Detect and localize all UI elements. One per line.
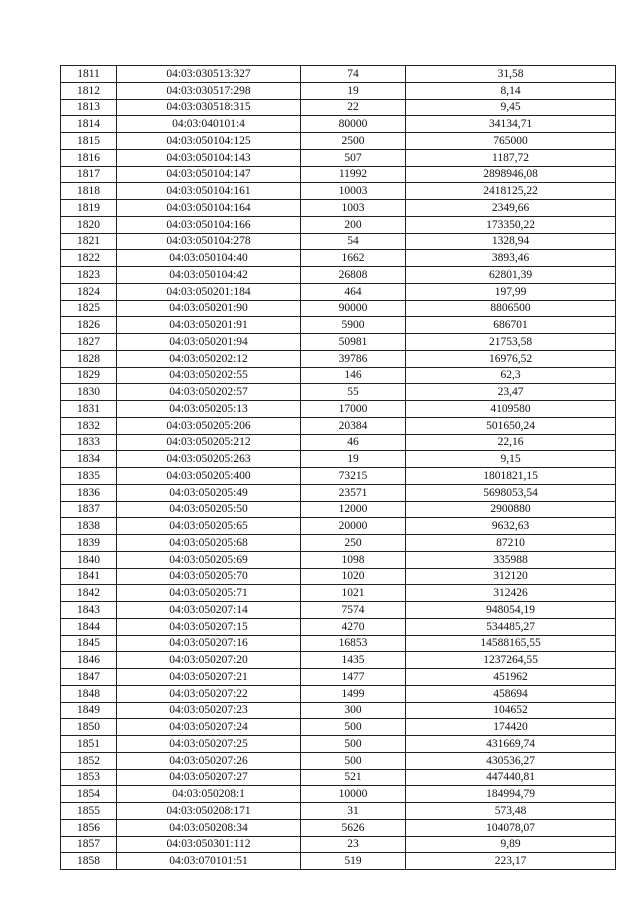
row-number-cell: 1819 [61, 200, 117, 217]
cadastral-number-cell: 04:03:050205:212 [117, 434, 301, 451]
value-cell: 9,45 [406, 99, 616, 116]
value-cell: 104652 [406, 702, 616, 719]
value-cell: 34134,71 [406, 116, 616, 133]
table-row [61, 334, 616, 351]
cadastral-number-cell: 04:03:050201:91 [117, 317, 301, 334]
area-cell: 54 [301, 233, 406, 250]
cadastral-number-cell: 04:03:050104:42 [117, 267, 301, 284]
table-row [61, 216, 616, 233]
cadastral-number-cell: 04:03:050205:50 [117, 501, 301, 518]
area-cell: 146 [301, 367, 406, 384]
value-cell: 534485,27 [406, 618, 616, 635]
value-cell: 335988 [406, 551, 616, 568]
area-cell: 500 [301, 736, 406, 753]
table-row [61, 434, 616, 451]
value-cell: 173350,22 [406, 216, 616, 233]
table-row [61, 82, 616, 99]
cadastral-number-cell: 04:03:050207:14 [117, 602, 301, 619]
table-row [61, 300, 616, 317]
cadastral-number-cell: 04:03:040101:4 [117, 116, 301, 133]
row-number-cell: 1830 [61, 384, 117, 401]
table-row [61, 585, 616, 602]
value-cell: 430536,27 [406, 752, 616, 769]
cadastral-number-cell: 04:03:050201:90 [117, 300, 301, 317]
cadastral-number-cell: 04:03:050208:1 [117, 786, 301, 803]
area-cell: 55 [301, 384, 406, 401]
row-number-cell: 1812 [61, 82, 117, 99]
area-cell: 1098 [301, 551, 406, 568]
area-cell: 1020 [301, 568, 406, 585]
row-number-cell: 1851 [61, 736, 117, 753]
row-number-cell: 1814 [61, 116, 117, 133]
area-cell: 10000 [301, 786, 406, 803]
row-number-cell: 1815 [61, 133, 117, 150]
row-number-cell: 1835 [61, 468, 117, 485]
value-cell: 2900880 [406, 501, 616, 518]
value-cell: 8806500 [406, 300, 616, 317]
row-number-cell: 1843 [61, 602, 117, 619]
cadastral-number-cell: 04:03:050201:184 [117, 283, 301, 300]
cadastral-number-cell: 04:03:050208:171 [117, 803, 301, 820]
value-cell: 2349,66 [406, 200, 616, 217]
area-cell: 22 [301, 99, 406, 116]
table-row [61, 200, 616, 217]
cadastral-number-cell: 04:03:050207:23 [117, 702, 301, 719]
table-row [61, 702, 616, 719]
row-number-cell: 1845 [61, 635, 117, 652]
table-row [61, 719, 616, 736]
value-cell: 21753,58 [406, 334, 616, 351]
cadastral-number-cell: 04:03:050205:400 [117, 468, 301, 485]
value-cell: 9632,63 [406, 518, 616, 535]
area-cell: 73215 [301, 468, 406, 485]
cadastral-number-cell: 04:03:030518:315 [117, 99, 301, 116]
table-row [61, 267, 616, 284]
value-cell: 2418125,22 [406, 183, 616, 200]
value-cell: 431669,74 [406, 736, 616, 753]
cadastral-number-cell: 04:03:050205:206 [117, 417, 301, 434]
table-row [61, 484, 616, 501]
area-cell: 26808 [301, 267, 406, 284]
cadastral-number-cell: 04:03:050207:20 [117, 652, 301, 669]
value-cell: 686701 [406, 317, 616, 334]
value-cell: 9,15 [406, 451, 616, 468]
cadastral-number-cell: 04:03:050207:25 [117, 736, 301, 753]
value-cell: 197,99 [406, 283, 616, 300]
table-row [61, 535, 616, 552]
cadastral-number-cell: 04:03:050207:21 [117, 669, 301, 686]
row-number-cell: 1847 [61, 669, 117, 686]
table-row [61, 166, 616, 183]
table-row [61, 367, 616, 384]
table-row [61, 752, 616, 769]
row-number-cell: 1834 [61, 451, 117, 468]
cadastral-number-cell: 04:03:050202:12 [117, 350, 301, 367]
table-row [61, 518, 616, 535]
value-cell: 31,58 [406, 66, 616, 83]
value-cell: 184994,79 [406, 786, 616, 803]
area-cell: 4270 [301, 618, 406, 635]
value-cell: 174420 [406, 719, 616, 736]
cadastral-number-cell: 04:03:050207:27 [117, 769, 301, 786]
area-cell: 10003 [301, 183, 406, 200]
cadastral-number-cell: 04:03:070101:51 [117, 853, 301, 870]
row-number-cell: 1824 [61, 283, 117, 300]
value-cell: 5698053,54 [406, 484, 616, 501]
cadastral-number-cell: 04:03:050205:71 [117, 585, 301, 602]
row-number-cell: 1818 [61, 183, 117, 200]
area-cell: 17000 [301, 401, 406, 418]
value-cell: 501650,24 [406, 417, 616, 434]
area-cell: 11992 [301, 166, 406, 183]
value-cell: 573,48 [406, 803, 616, 820]
table-row [61, 769, 616, 786]
row-number-cell: 1855 [61, 803, 117, 820]
value-cell: 458694 [406, 685, 616, 702]
table-row [61, 568, 616, 585]
area-cell: 50981 [301, 334, 406, 351]
row-number-cell: 1836 [61, 484, 117, 501]
area-cell: 2500 [301, 133, 406, 150]
area-cell: 507 [301, 149, 406, 166]
row-number-cell: 1849 [61, 702, 117, 719]
row-number-cell: 1821 [61, 233, 117, 250]
land-plot-table [60, 65, 616, 870]
cadastral-number-cell: 04:03:050104:166 [117, 216, 301, 233]
area-cell: 250 [301, 535, 406, 552]
cadastral-number-cell: 04:03:050202:55 [117, 367, 301, 384]
cadastral-number-cell: 04:03:050205:65 [117, 518, 301, 535]
cadastral-number-cell: 04:03:050207:16 [117, 635, 301, 652]
table-row [61, 451, 616, 468]
value-cell: 87210 [406, 535, 616, 552]
area-cell: 31 [301, 803, 406, 820]
row-number-cell: 1839 [61, 535, 117, 552]
row-number-cell: 1832 [61, 417, 117, 434]
value-cell: 223,17 [406, 853, 616, 870]
row-number-cell: 1823 [61, 267, 117, 284]
table-row [61, 183, 616, 200]
row-number-cell: 1840 [61, 551, 117, 568]
table-row [61, 116, 616, 133]
table-row [61, 501, 616, 518]
cadastral-number-cell: 04:03:050207:24 [117, 719, 301, 736]
area-cell: 46 [301, 434, 406, 451]
value-cell: 14588165,55 [406, 635, 616, 652]
row-number-cell: 1854 [61, 786, 117, 803]
cadastral-number-cell: 04:03:050104:161 [117, 183, 301, 200]
value-cell: 1801821,15 [406, 468, 616, 485]
row-number-cell: 1827 [61, 334, 117, 351]
row-number-cell: 1853 [61, 769, 117, 786]
value-cell: 16976,52 [406, 350, 616, 367]
area-cell: 19 [301, 82, 406, 99]
row-number-cell: 1852 [61, 752, 117, 769]
area-cell: 1499 [301, 685, 406, 702]
table-row [61, 736, 616, 753]
value-cell: 9,89 [406, 836, 616, 853]
row-number-cell: 1837 [61, 501, 117, 518]
cadastral-number-cell: 04:03:030517:298 [117, 82, 301, 99]
table-row [61, 133, 616, 150]
row-number-cell: 1842 [61, 585, 117, 602]
area-cell: 300 [301, 702, 406, 719]
area-cell: 1662 [301, 250, 406, 267]
table-row [61, 803, 616, 820]
table-row [61, 786, 616, 803]
table-row [61, 283, 616, 300]
cadastral-number-cell: 04:03:050207:26 [117, 752, 301, 769]
table-row [61, 618, 616, 635]
area-cell: 521 [301, 769, 406, 786]
area-cell: 500 [301, 719, 406, 736]
table-row [61, 350, 616, 367]
value-cell: 451962 [406, 669, 616, 686]
row-number-cell: 1813 [61, 99, 117, 116]
table-row [61, 317, 616, 334]
value-cell: 62801,39 [406, 267, 616, 284]
row-number-cell: 1826 [61, 317, 117, 334]
cadastral-number-cell: 04:03:050207:22 [117, 685, 301, 702]
row-number-cell: 1833 [61, 434, 117, 451]
table-row [61, 551, 616, 568]
table-row [61, 669, 616, 686]
table-row [61, 66, 616, 83]
area-cell: 200 [301, 216, 406, 233]
area-cell: 1003 [301, 200, 406, 217]
row-number-cell: 1844 [61, 618, 117, 635]
area-cell: 20000 [301, 518, 406, 535]
row-number-cell: 1838 [61, 518, 117, 535]
cadastral-number-cell: 04:03:030513:327 [117, 66, 301, 83]
cadastral-number-cell: 04:03:050205:69 [117, 551, 301, 568]
table-row [61, 819, 616, 836]
value-cell: 1187,72 [406, 149, 616, 166]
table-row [61, 602, 616, 619]
area-cell: 20384 [301, 417, 406, 434]
value-cell: 2898946,08 [406, 166, 616, 183]
table-row [61, 384, 616, 401]
table-row [61, 149, 616, 166]
area-cell: 12000 [301, 501, 406, 518]
area-cell: 19 [301, 451, 406, 468]
row-number-cell: 1848 [61, 685, 117, 702]
cadastral-number-cell: 04:03:050208:34 [117, 819, 301, 836]
cadastral-number-cell: 04:03:050205:263 [117, 451, 301, 468]
value-cell: 948054,19 [406, 602, 616, 619]
table-row [61, 401, 616, 418]
row-number-cell: 1850 [61, 719, 117, 736]
cadastral-number-cell: 04:03:050104:278 [117, 233, 301, 250]
row-number-cell: 1858 [61, 853, 117, 870]
area-cell: 500 [301, 752, 406, 769]
row-number-cell: 1822 [61, 250, 117, 267]
row-number-cell: 1831 [61, 401, 117, 418]
table-row [61, 99, 616, 116]
value-cell: 23,47 [406, 384, 616, 401]
value-cell: 8,14 [406, 82, 616, 99]
value-cell: 104078,07 [406, 819, 616, 836]
area-cell: 16853 [301, 635, 406, 652]
cadastral-number-cell: 04:03:050205:49 [117, 484, 301, 501]
cadastral-number-cell: 04:03:050205:13 [117, 401, 301, 418]
row-number-cell: 1829 [61, 367, 117, 384]
cadastral-number-cell: 04:03:050104:164 [117, 200, 301, 217]
cadastral-number-cell: 04:03:050207:15 [117, 618, 301, 635]
value-cell: 447440,81 [406, 769, 616, 786]
row-number-cell: 1820 [61, 216, 117, 233]
area-cell: 519 [301, 853, 406, 870]
value-cell: 1328,94 [406, 233, 616, 250]
cadastral-number-cell: 04:03:050205:70 [117, 568, 301, 585]
value-cell: 1237264,55 [406, 652, 616, 669]
row-number-cell: 1825 [61, 300, 117, 317]
row-number-cell: 1828 [61, 350, 117, 367]
area-cell: 23 [301, 836, 406, 853]
area-cell: 80000 [301, 116, 406, 133]
cadastral-number-cell: 04:03:050104:147 [117, 166, 301, 183]
row-number-cell: 1816 [61, 149, 117, 166]
area-cell: 74 [301, 66, 406, 83]
value-cell: 62,3 [406, 367, 616, 384]
table-row [61, 836, 616, 853]
area-cell: 7574 [301, 602, 406, 619]
row-number-cell: 1817 [61, 166, 117, 183]
row-number-cell: 1857 [61, 836, 117, 853]
value-cell: 4109580 [406, 401, 616, 418]
table-row [61, 250, 616, 267]
value-cell: 312426 [406, 585, 616, 602]
cadastral-number-cell: 04:03:050202:57 [117, 384, 301, 401]
table-row [61, 468, 616, 485]
cadastral-number-cell: 04:03:050104:125 [117, 133, 301, 150]
table-row [61, 652, 616, 669]
table-row [61, 635, 616, 652]
table-row [61, 853, 616, 870]
table-row [61, 417, 616, 434]
row-number-cell: 1856 [61, 819, 117, 836]
area-cell: 1435 [301, 652, 406, 669]
row-number-cell: 1811 [61, 66, 117, 83]
row-number-cell: 1841 [61, 568, 117, 585]
value-cell: 312120 [406, 568, 616, 585]
area-cell: 5626 [301, 819, 406, 836]
table-body [61, 66, 616, 870]
area-cell: 464 [301, 283, 406, 300]
area-cell: 1477 [301, 669, 406, 686]
area-cell: 5900 [301, 317, 406, 334]
area-cell: 1021 [301, 585, 406, 602]
cadastral-number-cell: 04:03:050201:94 [117, 334, 301, 351]
cadastral-number-cell: 04:03:050104:40 [117, 250, 301, 267]
area-cell: 90000 [301, 300, 406, 317]
table-row [61, 233, 616, 250]
row-number-cell: 1846 [61, 652, 117, 669]
value-cell: 765000 [406, 133, 616, 150]
cadastral-number-cell: 04:03:050301:112 [117, 836, 301, 853]
table-row [61, 685, 616, 702]
cadastral-number-cell: 04:03:050104:143 [117, 149, 301, 166]
value-cell: 22,16 [406, 434, 616, 451]
cadastral-number-cell: 04:03:050205:68 [117, 535, 301, 552]
value-cell: 3893,46 [406, 250, 616, 267]
area-cell: 39786 [301, 350, 406, 367]
area-cell: 23571 [301, 484, 406, 501]
